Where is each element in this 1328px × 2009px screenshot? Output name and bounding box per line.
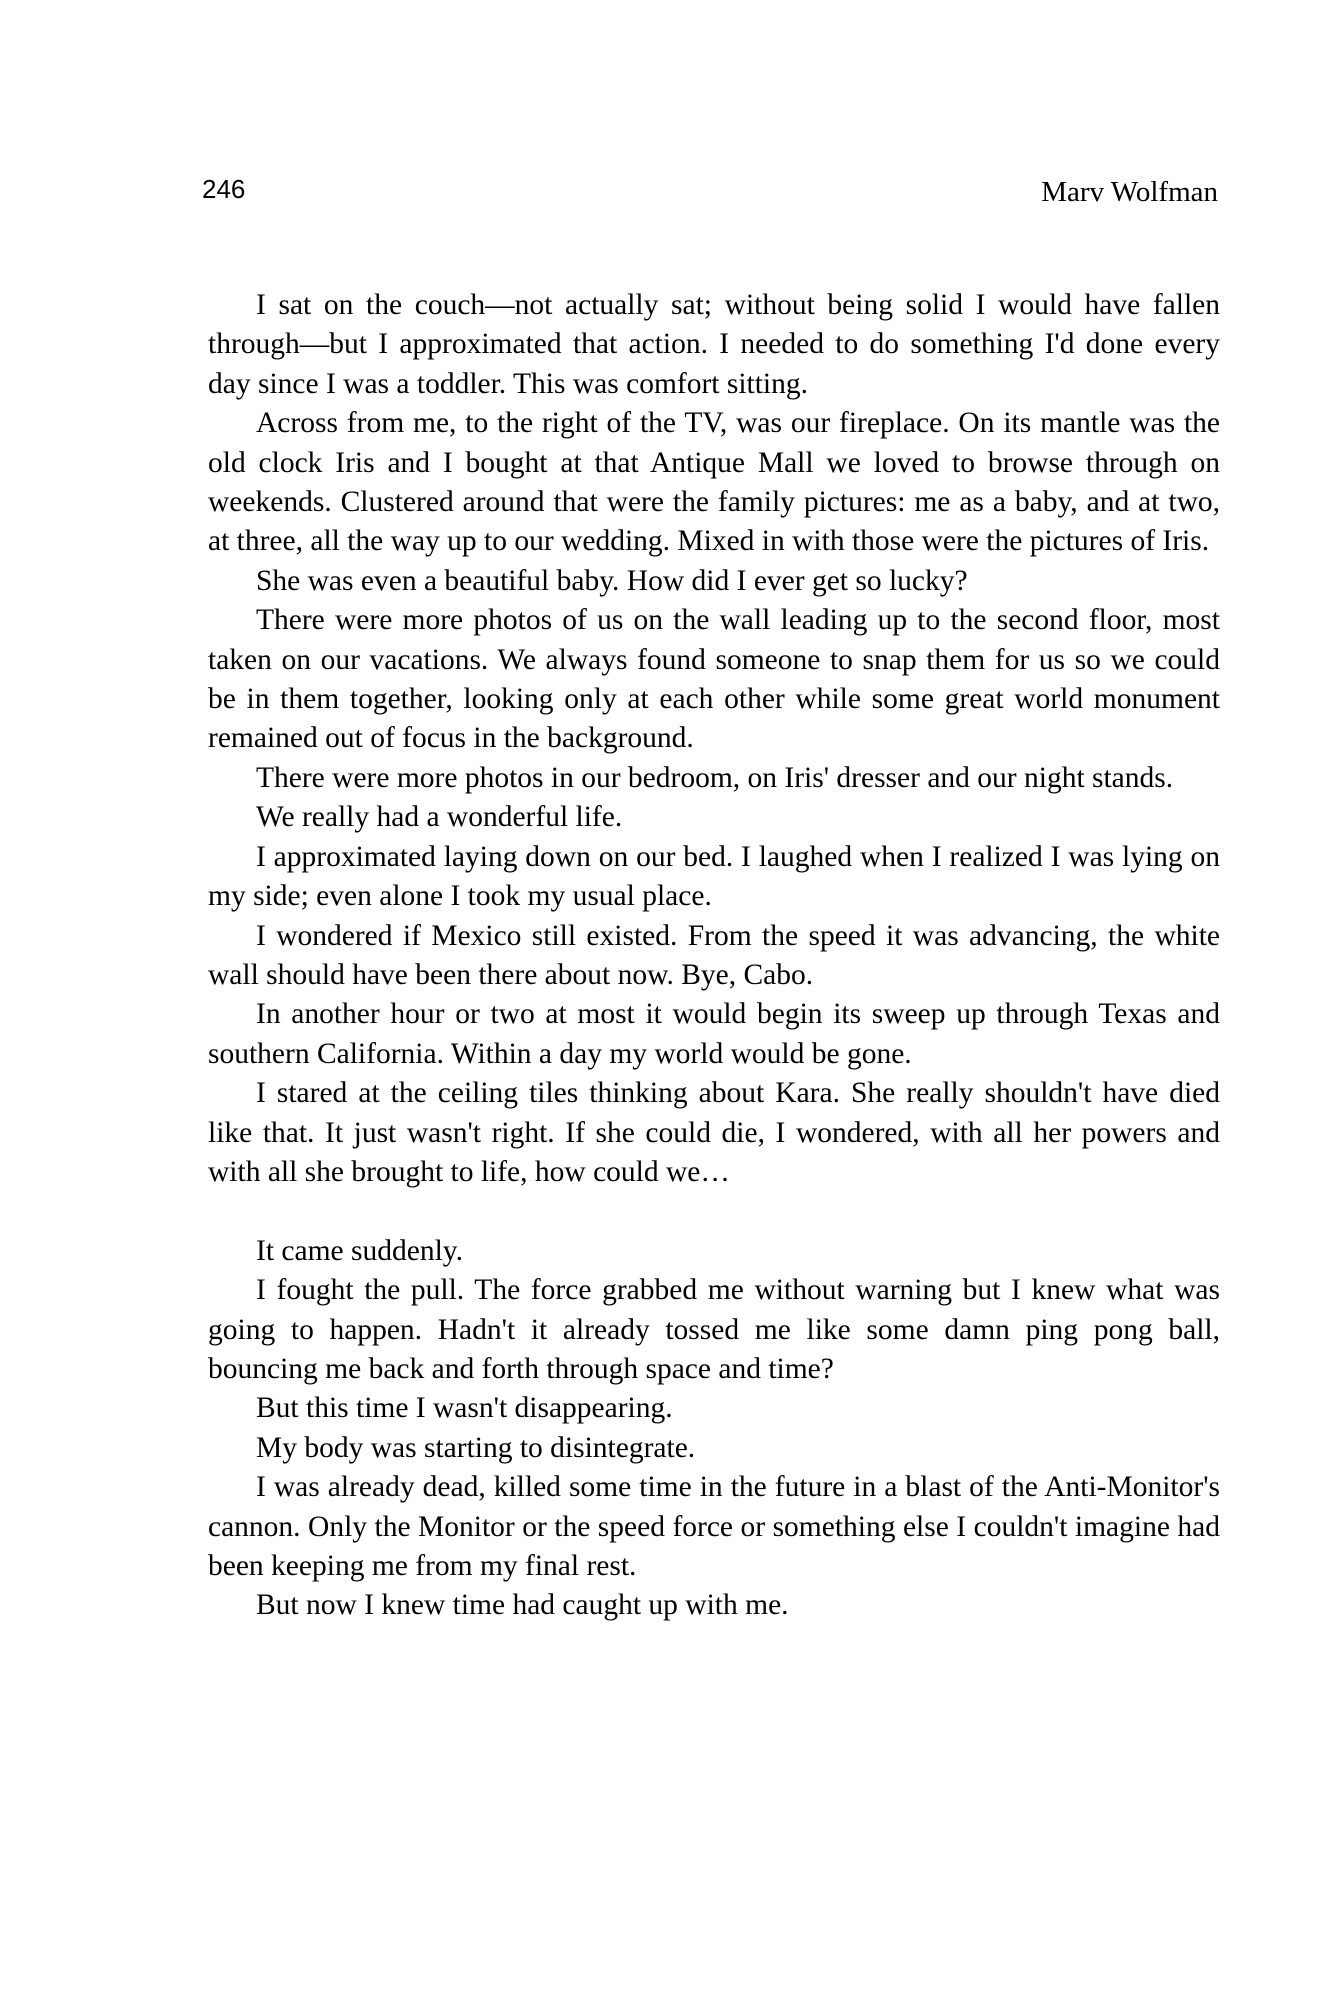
page-number: 246 xyxy=(202,174,246,204)
paragraph: There were more photos of us on the wall leading up to the second floor, most taken on our vacations. We always found someone to snap them for us so we could be in them together, looking only at each other while some great world monument remained out of focus in the background. xyxy=(208,604,1220,755)
paragraph: There were more photos in our bedroom, on Iris' dresser and our night stands. xyxy=(256,761,1174,794)
paragraph: We really had a wonderful life. xyxy=(256,801,623,834)
paragraph: I was already dead, killed some time in the future in a blast of the Anti-Monitor's cannon. Only the Monitor or the speed force or something else I couldn't imagine had been keeping me from my final rest. xyxy=(208,1471,1220,1582)
running-head-author: Marv Wolfman xyxy=(1041,176,1218,208)
paragraph: In another hour or two at most it would begin its sweep up through Texas and southern California. Within a day my world would be gone. xyxy=(208,998,1220,1070)
paragraph: My body was starting to disintegrate. xyxy=(256,1431,696,1464)
paragraph: Across from me, to the right of the TV, was our fireplace. On its mantle was the old clock Iris and I bought at that Antique Mall we loved to browse through on weekends. Clustered around that were the family pictures: me as a baby, and at two, at three, all the way up to our wedding. Mixed in with those were the pictures of Iris. xyxy=(208,407,1220,558)
paragraph: I stared at the ceiling tiles thinking about Kara. She really shouldn't have died like that. It just wasn't right. If she could die, I wondered, with all her powers and with all she brought to life, how could we… xyxy=(208,1077,1220,1188)
paragraph: I approximated laying down on our bed. I laughed when I realized I was lying on my side; even alone I took my usual place. xyxy=(208,840,1220,913)
paragraph: She was even a beautiful baby. How did I ever get so lucky? xyxy=(256,564,968,597)
paragraph: But this time I wasn't disappearing. xyxy=(256,1392,673,1425)
paragraph: I fought the pull. The force grabbed me without warning but I knew what was going to happen. Hadn't it already tossed me like some damn ping pong ball, bouncing me back and forth through space and time? xyxy=(208,1274,1220,1385)
page-header xyxy=(202,174,1218,214)
paragraph: I sat on the couch—not actually sat; without being solid I would have fallen through—but I approximated that action. I needed to do something I'd done every day since I was a toddler. This was comfort sitting. xyxy=(208,289,1220,400)
paragraph: I wondered if Mexico still existed. From the speed it was advancing, the white wall should have been there about now. Bye, Cabo. xyxy=(208,919,1220,991)
paragraph: It came suddenly. xyxy=(256,1234,463,1267)
body-text xyxy=(208,286,1220,1626)
paragraph: But now I knew time had caught up with me. xyxy=(256,1589,789,1622)
